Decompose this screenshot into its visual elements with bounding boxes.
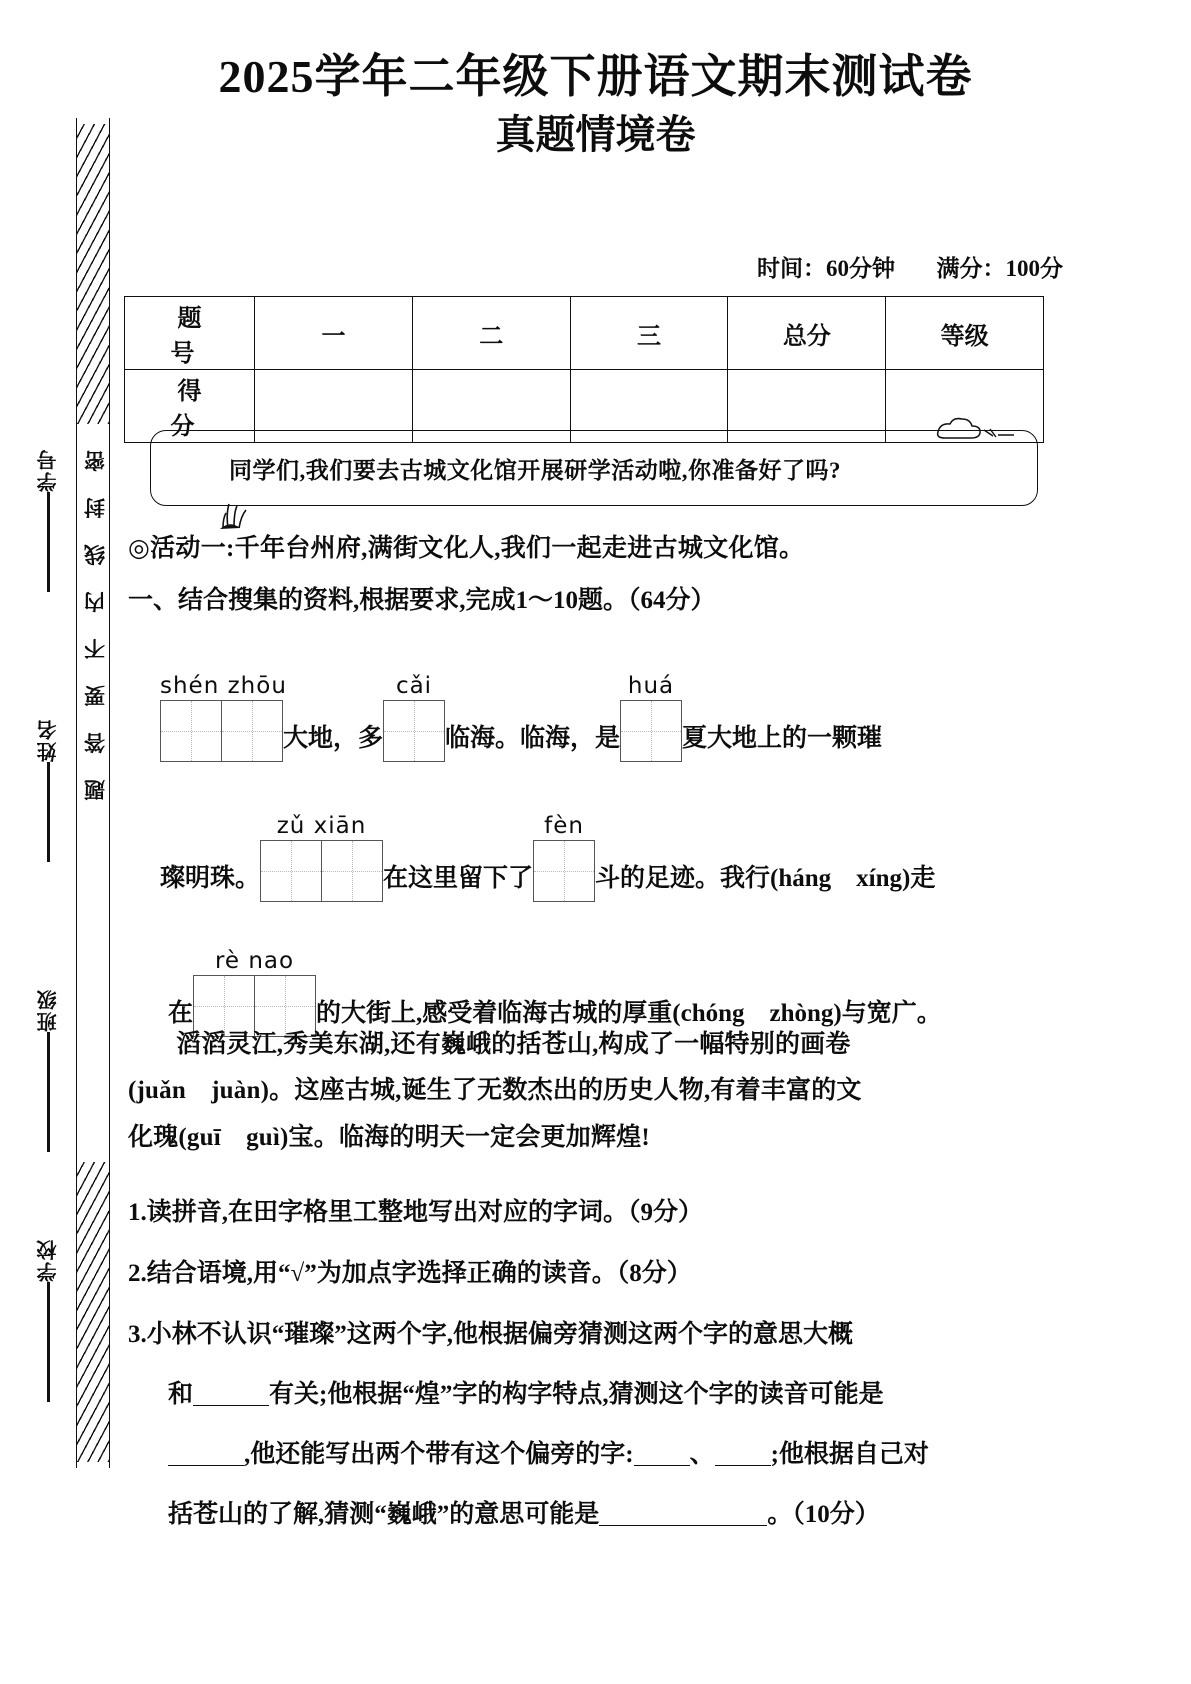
pinyin-label-cai: cǎi: [395, 673, 433, 699]
answer-blank-pronunciation[interactable]: [168, 1465, 244, 1466]
field-xingming[interactable]: [20, 718, 76, 862]
tianzige-cell[interactable]: [620, 700, 682, 762]
paragraph-line-2: (juǎn juàn)。这座古城,诞生了无数杰出的历史人物,有着丰富的文: [128, 1077, 862, 1105]
activity-marker: ◎: [128, 535, 151, 562]
row1-text-c: 夏大地上的一颗璀: [682, 725, 883, 752]
seal-char-6: 答: [83, 730, 105, 754]
activity-text: 活动一:千年台州府,满街文化人,我们一起走进古城文化馆。: [150, 535, 805, 562]
tianzige-cai[interactable]: [383, 700, 445, 762]
pinyin-row-2: [160, 813, 1060, 902]
seal-band: [76, 118, 110, 1468]
question-3-text-4b: 。（10分）: [767, 1501, 880, 1528]
tianzige-cell[interactable]: [321, 840, 383, 902]
pinyin-label-zuxian: zǔ xiān: [276, 813, 367, 839]
tianzige-cell[interactable]: [383, 700, 445, 762]
field-xuexiao[interactable]: [20, 1238, 76, 1402]
answer-blank-char-2[interactable]: [715, 1465, 771, 1466]
field-xingming-label: 姓名: [37, 718, 60, 762]
question-1: [128, 1192, 1048, 1228]
pinyin-group-shenzhou[interactable]: [160, 673, 287, 762]
page-subtitle: 真题情境卷: [495, 111, 696, 157]
pinyin-group-fen[interactable]: [533, 813, 595, 902]
score-table-col-4: 等级: [886, 297, 1044, 370]
activity-line: [128, 528, 1048, 564]
row3-text-a: 在: [168, 1000, 194, 1027]
exam-meta: [757, 250, 1063, 283]
section-heading: 一、结合搜集的资料,根据要求,完成1～10题。（64分）: [128, 587, 716, 614]
question-1-text: 读拼音,在田字格里工整地写出对应的字词。（9分）: [146, 1199, 704, 1226]
sealed-line-sidebar: [24, 118, 112, 1468]
question-1-number: 1.: [128, 1199, 147, 1226]
question-3-line-3: [168, 1434, 1088, 1470]
table-row-headers: [125, 297, 1044, 370]
tianzige-zuxian[interactable]: [260, 840, 383, 902]
seal-text: [77, 436, 111, 1136]
score-table-col-0: 一: [255, 297, 413, 370]
question-3-text-3b: ;他根据自己对: [770, 1441, 929, 1468]
pinyin-row-1: [160, 673, 1060, 762]
tianzige-cell[interactable]: [260, 840, 322, 902]
seal-char-2: 线: [83, 542, 105, 566]
seal-char-5: 要: [83, 683, 105, 707]
tianzige-hua[interactable]: [620, 700, 682, 762]
score-table-rowhead-0: 题 号: [125, 297, 255, 370]
question-3-text-4a: 括苍山的了解,猜测“巍峨”的意思可能是: [168, 1501, 600, 1528]
speech-bubble: [150, 430, 1038, 506]
question-3-text-2a: 和: [168, 1381, 194, 1408]
question-3-line-1: [128, 1314, 1048, 1350]
pinyin-group-zuxian[interactable]: [260, 813, 383, 902]
seal-char-3: 内: [83, 589, 105, 613]
field-xuexiao-line[interactable]: [47, 1282, 50, 1402]
row1-text-b: 临海。临海，是: [445, 725, 621, 752]
field-xingming-line[interactable]: [47, 762, 50, 862]
row2-text-b: 在这里留下了: [383, 865, 534, 892]
answer-blank-char-1[interactable]: [634, 1465, 690, 1466]
field-xuehao[interactable]: [20, 448, 76, 592]
score-table-col-2: 三: [570, 297, 728, 370]
seal-char-4: 不: [83, 636, 105, 660]
field-xuehao-label: 学号: [37, 448, 60, 492]
hatch-pattern-top: [77, 124, 109, 424]
pinyin-group-hua[interactable]: [620, 673, 682, 762]
pinyin-label-fen: fèn: [544, 813, 584, 839]
pinyin-label-shenzhou: shén zhōu: [160, 673, 287, 699]
question-3-line-4: [168, 1494, 1088, 1530]
reading-paragraph: [128, 1022, 1048, 1161]
score-table-col-1: 二: [412, 297, 570, 370]
field-banji-label: 班级: [37, 988, 60, 1032]
pinyin-label-renao: rè nao: [214, 948, 295, 974]
question-3-line-2: [168, 1374, 1088, 1410]
exam-full-score: 满分：100分: [936, 256, 1063, 281]
paragraph-line-1: 滔滔灵江,秀美东湖,还有巍峨的括苍山,构成了一幅特别的画卷: [176, 1031, 851, 1058]
grass-icon: [212, 496, 264, 530]
paragraph-line-3: 化瑰(guī guì)宝。临海的明天一定会更加辉煌!: [128, 1123, 650, 1151]
page-title-block: [0, 0, 1191, 161]
field-banji[interactable]: [20, 988, 76, 1152]
cloud-icon: [932, 416, 1018, 446]
row1-text-a: 大地，多: [283, 725, 384, 752]
tianzige-cell[interactable]: [160, 700, 222, 762]
tianzige-cell[interactable]: [221, 700, 283, 762]
seal-char-7: 题: [83, 777, 105, 801]
seal-char-0: 密: [83, 448, 105, 472]
question-3-text-1: 小林不认识“璀璨”这两个字,他根据偏旁猜测这两个字的意思大概: [146, 1321, 854, 1348]
question-3-text-2b: 有关;他根据“煌”字的构字特点,猜测这个字的读音可能是: [269, 1381, 884, 1408]
speech-bubble-text: 同学们,我们要去古城文化馆开展研学活动啦,你准备好了吗?: [229, 457, 841, 483]
question-2-text: 结合语境,用“√”为加点字选择正确的读音。（8分）: [146, 1260, 692, 1287]
question-2-number: 2.: [128, 1260, 147, 1287]
field-xuexiao-label: 学校: [37, 1238, 60, 1282]
row2-text-c: 斗的足迹。我行(háng xíng)走: [595, 865, 936, 892]
question-3-number: 3.: [128, 1321, 147, 1348]
seal-char-1: 封: [83, 495, 105, 519]
question-2: [128, 1253, 1048, 1289]
tianzige-cell[interactable]: [533, 840, 595, 902]
question-3-sep: 、: [689, 1441, 715, 1468]
speech-bubble-wrap: [150, 420, 1040, 516]
exam-time: 时间：60分钟: [757, 256, 895, 281]
row2-text-a: 璨明珠。: [160, 865, 261, 892]
pinyin-label-hua: huá: [627, 673, 675, 699]
row3-text-b: 的大街上,感受着临海古城的厚重(chóng zhòng)与宽广。: [316, 1000, 942, 1027]
score-table-col-3: 总分: [728, 297, 886, 370]
answer-blank-weie[interactable]: [599, 1525, 767, 1526]
page-title: 2025学年二年级下册语文期末测试卷: [218, 51, 973, 102]
answer-blank-meaning[interactable]: [193, 1405, 269, 1406]
field-xuehao-line[interactable]: [47, 492, 50, 592]
question-3-text-3a: ,他还能写出两个带有这个偏旁的字:: [244, 1441, 634, 1468]
score-table-rowhead-1: 得 分: [125, 370, 255, 443]
field-banji-line[interactable]: [47, 1032, 50, 1152]
hatch-pattern-bottom: [77, 1162, 109, 1462]
pinyin-group-cai[interactable]: [383, 673, 445, 762]
tianzige-shenzhou[interactable]: [160, 700, 283, 762]
tianzige-fen[interactable]: [533, 840, 595, 902]
